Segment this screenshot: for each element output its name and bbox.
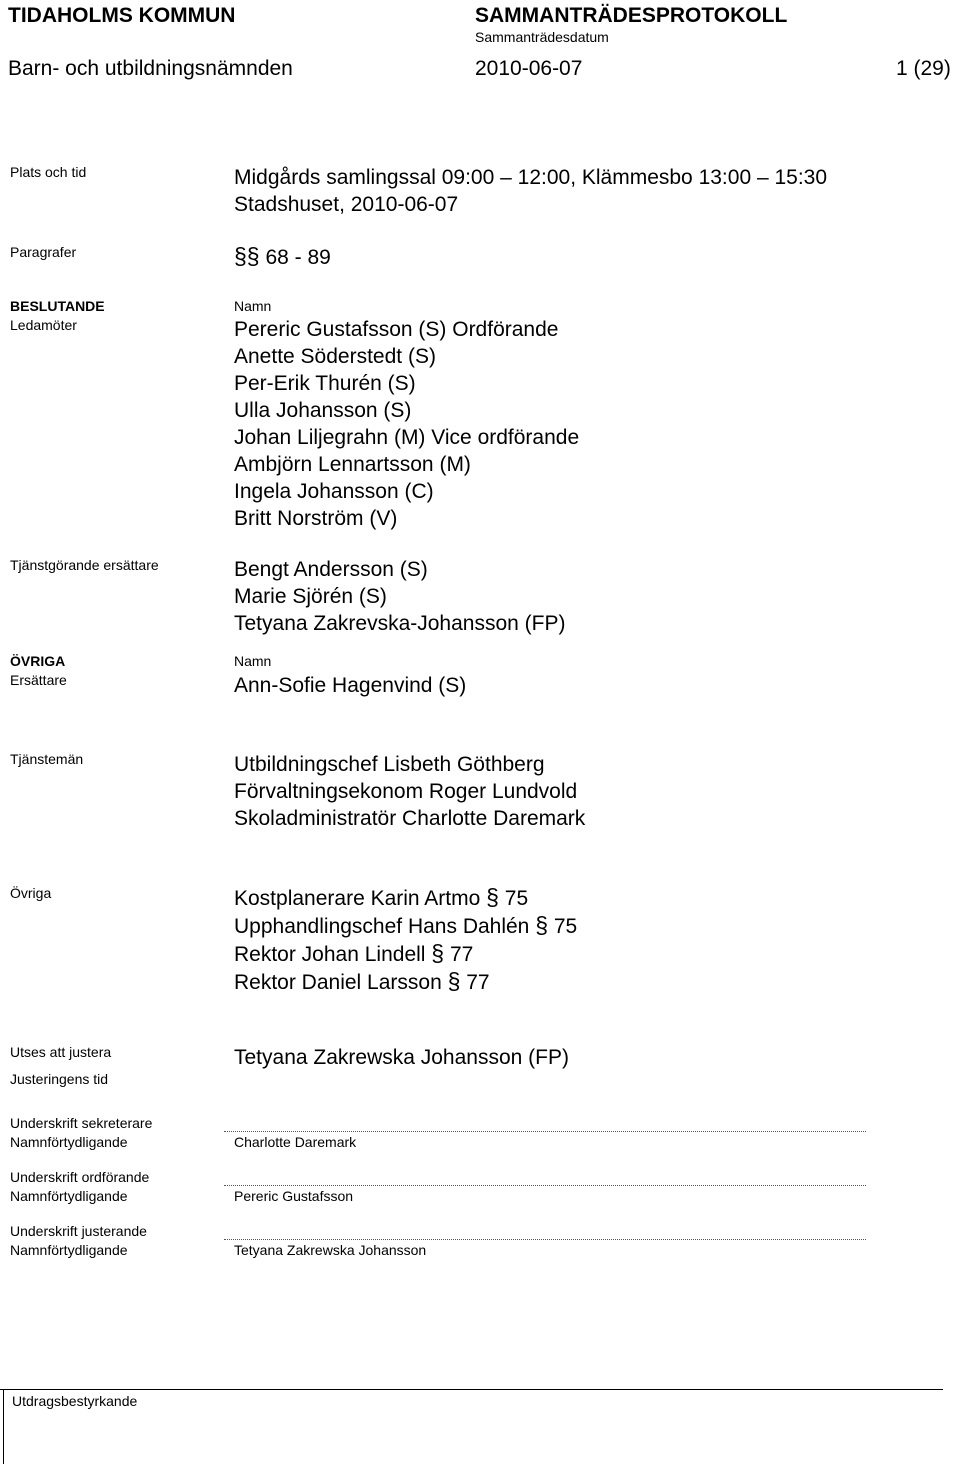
officials-list [234,751,585,832]
deciding-title: BESLUTANDE [10,298,105,314]
member-name: Ingela Johansson (C) [234,480,434,503]
member-name: Per-Erik Thurén (S) [234,372,416,395]
name-clarification-label: Namnförtydligande [10,1242,128,1258]
misc-item-name: Rektor Daniel Larsson [234,971,442,994]
member-name: Pereric Gustafsson (S) Ordförande [234,318,559,341]
committee-name: Barn- och utbildningsnämnden [8,57,293,80]
others-title: ÖVRIGA [10,653,66,669]
adjust-label: Utses att justera [10,1044,112,1060]
date-label: Sammanträdesdatum [475,29,609,45]
member-name: Johan Liljegrahn (M) Vice ordförande [234,426,580,449]
signature-label-chair: Underskrift ordförande [10,1169,150,1185]
place-value [234,164,827,218]
meeting-date: 2010-06-07 [475,57,583,80]
signature-line [224,1239,866,1240]
place-line: Midgårds samlingssal 09:00 – 12:00, Klämmesbo 13:00 – 15:30 [234,166,828,189]
others-name: Ann-Sofie Hagenvind (S) [234,674,467,697]
member-list [234,316,579,532]
place-line: Stadshuset, 2010-06-07 [234,193,459,216]
adjuster-name: Tetyana Zakrewska Johansson (FP) [234,1046,569,1069]
misc-label: Övriga [10,885,52,901]
misc-item-name: Kostplanerare Karin Artmo [234,887,481,910]
misc-item-number: 77 [449,943,474,966]
adjuster-signature-name: Tetyana Zakrewska Johansson [234,1242,427,1258]
official-name: Förvaltningsekonom Roger Lundvold [234,780,578,803]
signature-label-adjuster: Underskrift justerande [10,1223,147,1239]
municipality-name: TIDAHOLMS KOMMUN [8,4,236,27]
secretary-name: Charlotte Daremark [234,1134,357,1150]
member-name: Ambjörn Lennartsson (M) [234,453,471,476]
substitute-name: Tetyana Zakrevska-Johansson (FP) [234,612,566,635]
misc-item-name: Rektor Johan Lindell [234,943,426,966]
deciding-label: Ledamöter [10,317,77,333]
document-type: SAMMANTRÄDESPROTOKOLL [475,4,788,27]
member-name: Ulla Johansson (S) [234,399,412,422]
deciding-col-header: Namn [234,298,272,314]
substitute-name: Marie Sjörén (S) [234,585,387,608]
name-clarification-label: Namnförtydligande [10,1188,128,1204]
member-name: Anette Söderstedt (S) [234,345,436,368]
misc-item-number: 75 [504,887,529,910]
footer-rule [0,1389,943,1390]
adjust-time-label: Justeringens tid [10,1071,109,1087]
paragraph-range: 68 - 89 [265,246,331,269]
misc-item [234,940,577,968]
misc-item-name: Upphandlingschef Hans Dahlén [234,915,530,938]
paragraphs-label: Paragrafer [10,244,77,260]
official-name: Skoladministratör Charlotte Daremark [234,807,586,830]
signature-line [224,1185,866,1186]
misc-item-number: 77 [466,971,490,994]
misc-item [234,968,577,996]
page-number: 1 (29) [896,57,951,80]
place-label: Plats och tid [10,164,87,180]
misc-list [234,884,577,996]
misc-item-number: 75 [553,915,578,938]
signature-label-secretary: Underskrift sekreterare [10,1115,153,1131]
section-symbol: §§ [234,243,260,269]
signature-line [224,1131,866,1132]
section-symbol: § [431,940,445,966]
substitutes-label: Tjänstgörande ersättare [10,557,159,573]
footer-box-edge [3,1389,4,1464]
extract-certification-label: Utdragsbestyrkande [12,1393,138,1409]
paragraphs-value [234,243,331,271]
substitute-name: Bengt Andersson (S) [234,558,428,581]
officials-label: Tjänstemän [10,751,84,767]
misc-item [234,884,577,912]
others-label: Ersättare [10,672,67,688]
member-name: Britt Norström (V) [234,507,398,530]
section-symbol: § [447,968,461,994]
section-symbol: § [535,912,549,938]
chair-name: Pereric Gustafsson [234,1188,354,1204]
name-clarification-label: Namnförtydligande [10,1134,128,1150]
misc-item [234,912,577,940]
section-symbol: § [486,884,499,910]
official-name: Utbildningschef Lisbeth Göthberg [234,753,545,776]
substitutes-list [234,556,565,637]
others-col-header: Namn [234,653,272,669]
